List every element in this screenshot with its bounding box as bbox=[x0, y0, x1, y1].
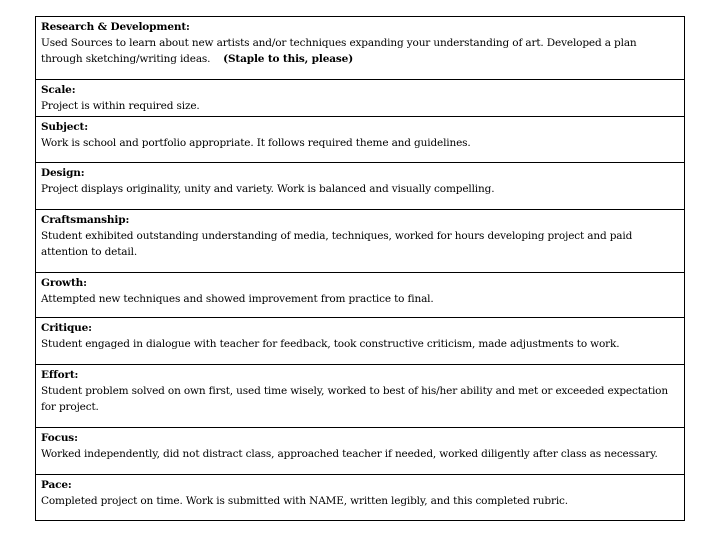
rubric-row-research-development bbox=[36, 17, 684, 80]
criterion-title: Subject: bbox=[41, 121, 88, 133]
criterion-title: Design: bbox=[41, 167, 85, 179]
rubric-row-focus bbox=[36, 428, 684, 475]
criterion-title: Critique: bbox=[41, 322, 92, 334]
criterion-description: Project is within required size. bbox=[41, 100, 200, 112]
rubric-row-critique bbox=[36, 318, 684, 365]
staple-note: (Staple to this, please) bbox=[223, 53, 354, 65]
criterion-title: Focus: bbox=[41, 432, 78, 444]
rubric-row-craftsmanship bbox=[36, 210, 684, 273]
criterion-title: Pace: bbox=[41, 479, 72, 491]
criterion-description: Completed project on time. Work is submitted with NAME, written legibly, and this completed rubric. bbox=[41, 495, 568, 507]
criterion-description: Student exhibited outstanding understanding of media, techniques, worked for hours developing project and paid attention to detail. bbox=[41, 230, 633, 258]
criterion-description: Work is school and portfolio appropriate. It follows required theme and guidelines. bbox=[41, 137, 471, 149]
spacer bbox=[214, 53, 220, 65]
criterion-title: Research & Development: bbox=[41, 21, 190, 33]
rubric-row-growth bbox=[36, 273, 684, 318]
criterion-title: Craftsmanship: bbox=[41, 214, 130, 226]
criterion-description: Attempted new techniques and showed improvement from practice to final. bbox=[41, 293, 434, 305]
criterion-description: Worked independently, did not distract class, approached teacher if needed, worked diligently after class as necessary. bbox=[41, 448, 658, 460]
criterion-description: Student engaged in dialogue with teacher for feedback, took constructive criticism, made adjustments to work. bbox=[41, 338, 620, 350]
rubric-row-design bbox=[36, 163, 684, 210]
criterion-description: Used Sources to learn about new artists and/or techniques expanding your understanding of art. Developed a plan through sketching/writing ideas. bbox=[41, 37, 637, 65]
criterion-title: Growth: bbox=[41, 277, 87, 289]
rubric-row-scale bbox=[36, 80, 684, 117]
rubric-row-pace bbox=[36, 475, 684, 520]
criterion-description: Student problem solved on own first, used time wisely, worked to best of his/her ability and met or exceeded expectation for project. bbox=[41, 385, 668, 413]
rubric-row-effort bbox=[36, 365, 684, 428]
criterion-title: Scale: bbox=[41, 84, 76, 96]
criterion-title: Effort: bbox=[41, 369, 79, 381]
rubric-table bbox=[35, 16, 685, 521]
rubric-row-subject bbox=[36, 117, 684, 163]
criterion-description: Project displays originality, unity and variety. Work is balanced and visually compelling. bbox=[41, 183, 495, 195]
